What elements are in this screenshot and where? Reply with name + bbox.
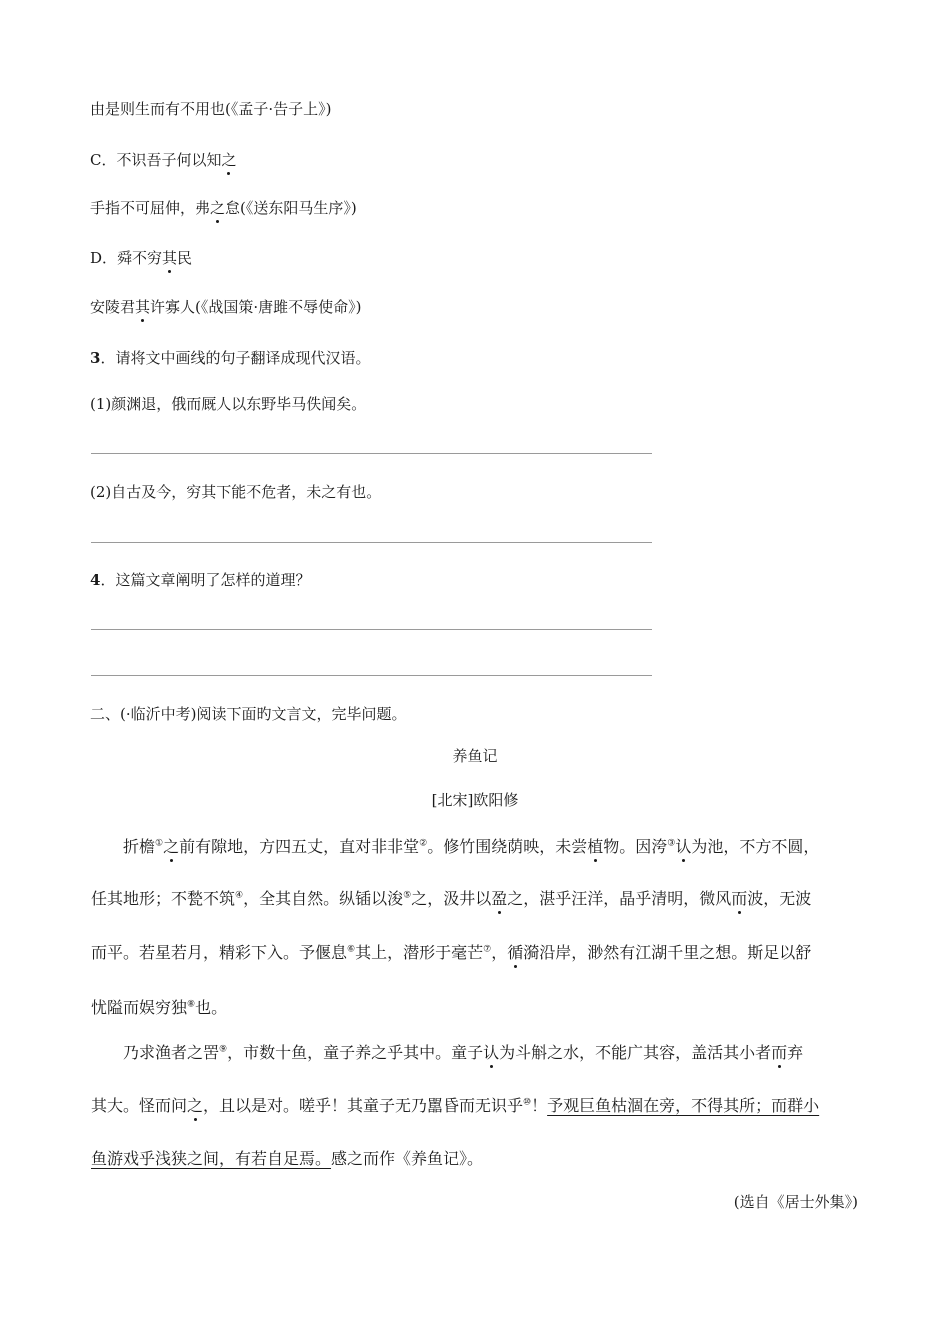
option-d: D．舜不穷其民	[90, 249, 193, 267]
underlined-sentence: 鱼游戏乎浅狭之间，有若自足焉。	[91, 1149, 332, 1168]
question-3-sub1: (1)颜渊退，俄而厩人以东野毕马佚闻矣。	[90, 395, 367, 413]
question-3: 3．请将文中画线的句子翻译成现代汉语。	[90, 349, 371, 367]
passage-source: (选自《居士外集》)	[733, 1193, 858, 1211]
emphasis-char: 之	[221, 151, 237, 169]
passage-body	[91, 0, 861, 1344]
emphasis-char: 植	[587, 837, 604, 856]
passage-line: 鱼游戏乎浅狭之间，有若自足焉。感之而作《养鱼记》。	[91, 1149, 484, 1168]
passage-line: 任其地形；不甃不筑④，全其自然。纵锸以浚⑤之，汲井以盈之，湛乎汪洋，晶乎清明，微风而波，无波	[91, 889, 812, 908]
passage-author: [北宋]欧阳修	[431, 791, 519, 809]
emphasis-char: 其	[135, 298, 151, 316]
emphasis-char: 而	[731, 889, 748, 908]
section-heading: 二、(·临沂中考)阅读下面旳文言文，完毕问题。	[90, 705, 407, 723]
emphasis-char: 盈	[491, 889, 508, 908]
passage-title: 养鱼记	[452, 747, 498, 765]
passage-line: 其大。怪而问之，且以是对。嗟乎！其童子无乃嚚昏而无识乎⑩！予观巨鱼枯涸在旁，不得其所；而群小	[91, 1096, 820, 1115]
emphasis-char: 之	[163, 837, 180, 856]
passage-line: 而平。若星若月，精彩下入。予偃息⑥其上，潜形于毫芒⑦，循漪沿岸，渺然有江湖千里之想。斯足以舒	[91, 943, 812, 962]
option-c: C．不识吾子何以知之	[90, 151, 237, 169]
passage-line: 忧隘而娱穷独⑧也。	[91, 998, 228, 1017]
emphasis-char: 而	[771, 1043, 788, 1062]
emphasis-char: 认	[675, 837, 692, 856]
emphasis-char: 其	[162, 249, 178, 267]
question-4: 4．这篇文章阐明了怎样的道理？	[90, 571, 311, 589]
option-d-line2: 安陵君其许寡人(《战国策·唐雎不辱使命》)	[90, 298, 362, 316]
option-c-line2: 手指不可屈伸，弗之怠(《送东阳马生序》)	[90, 199, 357, 217]
passage-line: 乃求渔者之罟⑨，市数十鱼，童子养之乎其中。童子认为斗斛之水，不能广其容，盖活其小者而弃	[123, 1043, 804, 1062]
underlined-sentence: 予观巨鱼枯涸在旁，不得其所；而群小	[547, 1096, 820, 1115]
emphasis-char: 认	[483, 1043, 500, 1062]
emphasis-char: 之	[187, 1096, 204, 1115]
passage-line: 折檐①之前有隙地，方四五丈，直对非非堂②。修竹围绕荫映，未尝植物。因洿③认为池，不方不圆，	[123, 837, 820, 856]
option-b-line2: 由是则生而有不用也(《孟子·告子上》)	[90, 100, 332, 118]
emphasis-char: 之	[210, 199, 226, 217]
question-3-sub2: (2)自古及今，穷其下能不危者，未之有也。	[90, 483, 382, 501]
emphasis-char: 循	[507, 943, 524, 962]
